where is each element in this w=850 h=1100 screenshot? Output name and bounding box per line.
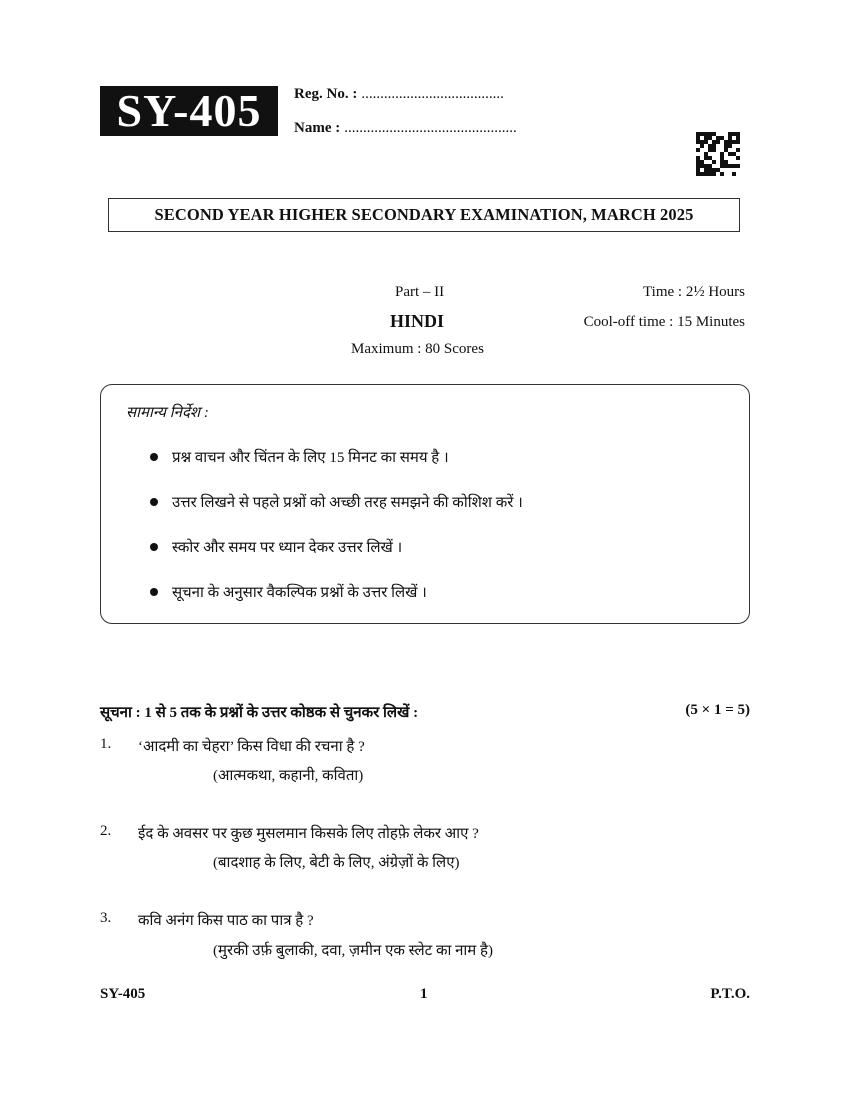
name-label: Name : (294, 120, 341, 136)
qr-code-icon (696, 132, 740, 178)
page-number: 1 (420, 986, 428, 1002)
footer-code: SY-405 (100, 986, 146, 1002)
maximum-scores: Maximum : 80 Scores (351, 341, 484, 357)
instruction-item (150, 582, 427, 602)
reg-no-field (294, 86, 504, 103)
instruction-text: उत्तर लिखने से पहले प्रश्नों को अच्छी तरह समझने की कोशिश करें । (172, 495, 523, 511)
section-notice: सूचना : 1 से 5 तक के प्रश्नों के उत्तर कोष्ठक से चुनकर लिखें : (100, 705, 419, 721)
bullet-icon (150, 498, 158, 506)
question-options: (मुरकी उर्फ़ बुलाकी, दवा, ज़मीन एक स्लेट का नाम है) (213, 943, 493, 959)
question-options: (बादशाह के लिए, बेटी के लिए, अंग्रेज़ों के लिए) (213, 855, 460, 871)
paper-code: SY-405 (100, 86, 278, 136)
subject-title: HINDI (390, 311, 445, 331)
instruction-item (150, 447, 449, 467)
question-options: (आत्मकथा, कहानी, कविता) (213, 768, 364, 784)
question-number: 3. (100, 910, 112, 926)
part-label: Part – II (395, 284, 445, 300)
bullet-icon (150, 453, 158, 461)
cool-off-label: Cool-off time : 15 Minutes (583, 314, 745, 330)
instruction-item (150, 492, 523, 512)
instruction-text: स्कोर और समय पर ध्यान देकर उत्तर लिखें । (172, 540, 403, 556)
instruction-text: सूचना के अनुसार वैकल्पिक प्रश्नों के उत्तर लिखें । (172, 585, 427, 601)
question-text: ईद के अवसर पर कुछ मुसलमान किसके लिए तोहफ़े लेकर आए ? (138, 826, 479, 842)
name-dots: .............................................. (344, 120, 517, 136)
exam-title: SECOND YEAR HIGHER SECONDARY EXAMINATION, MARCH 2025 (108, 198, 740, 232)
instruction-item (150, 537, 402, 557)
question-number: 1. (100, 736, 112, 752)
name-field (294, 120, 517, 137)
bullet-icon (150, 543, 158, 551)
question-text: ‘आदमी का चेहरा’ किस विधा की रचना है ? (138, 739, 365, 755)
bullet-icon (150, 588, 158, 596)
question-text: कवि अनंग किस पाठ का पात्र है ? (138, 913, 314, 929)
section-score: (5 × 1 = 5) (685, 702, 750, 718)
time-label: Time : 2½ Hours (643, 284, 745, 300)
instructions-heading: सामान्य निर्देश : (126, 405, 209, 421)
instruction-text: प्रश्न वाचन और चिंतन के लिए 15 मिनट का समय है । (172, 450, 449, 466)
reg-no-label: Reg. No. : (294, 86, 358, 102)
pto-label: P.T.O. (710, 986, 750, 1002)
question-number: 2. (100, 823, 112, 839)
reg-no-dots: ...................................... (361, 86, 504, 102)
